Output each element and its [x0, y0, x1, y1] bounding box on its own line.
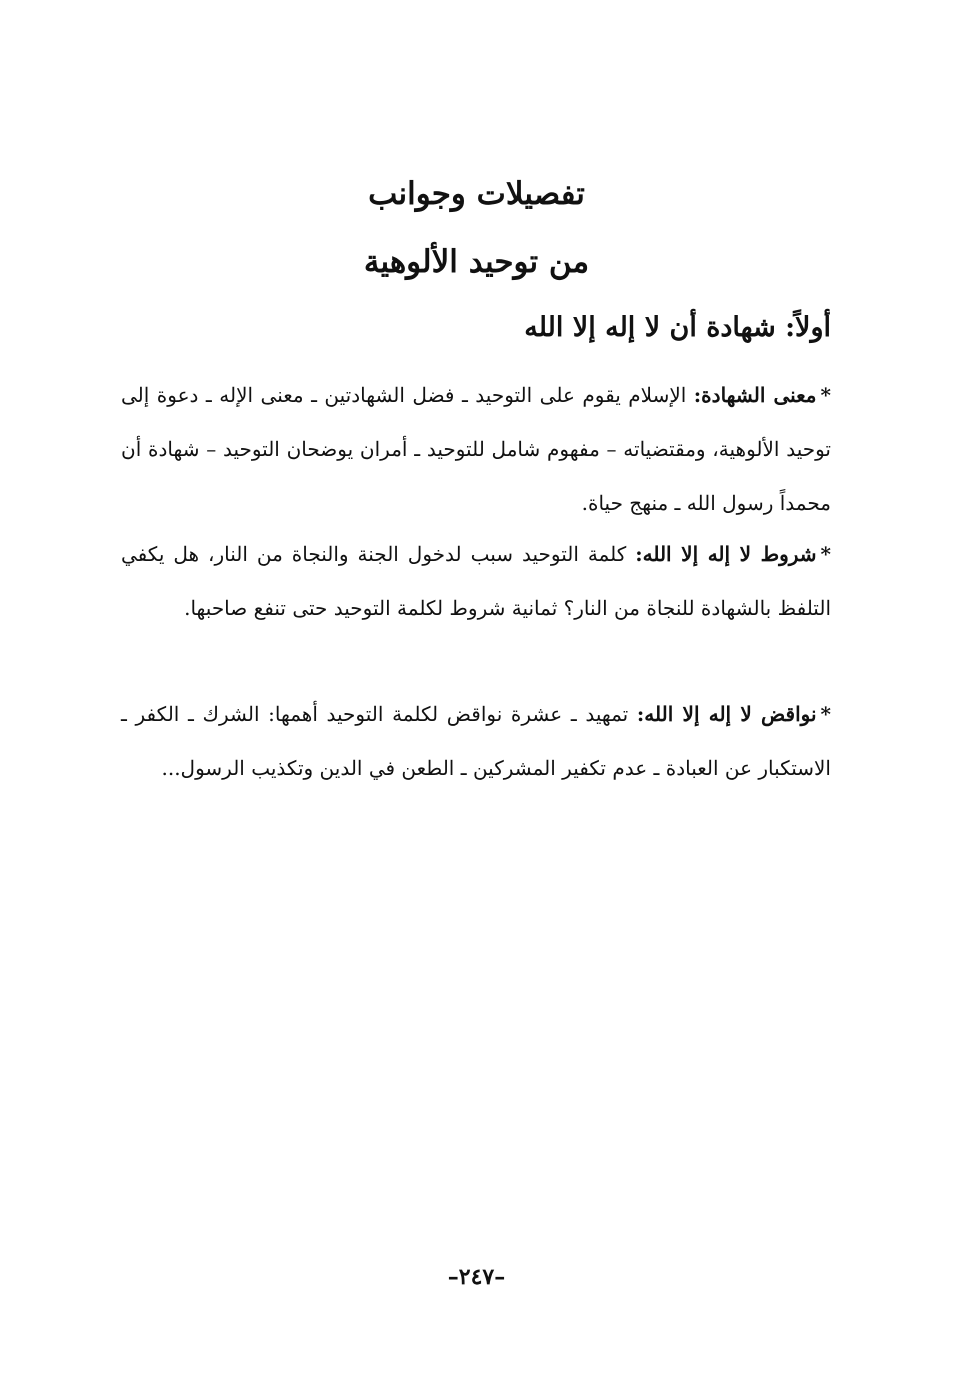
paragraph-body: الإسلام يقوم على التوحيد ـ فضل الشهادتين ـ معنى الإله ـ دعوة إلى توحيد الألوهية، ومقتضياته – مفهوم شامل للتوحيد ـ أمران يوضحان التوحيد – شهادة أن محمداً رسول الله ـ منهج حياة. [121, 383, 831, 515]
paragraph-meaning-of-shahada [121, 368, 831, 530]
page-number: –٢٤٧– [447, 1264, 506, 1290]
paragraph-lead: معنى الشهادة: [693, 383, 817, 407]
bullet-star: * [820, 383, 831, 407]
bullet-star: * [820, 702, 832, 726]
paragraph-body: تمهيد ـ عشرة نواقض لكلمة التوحيد أهمها: الشرك ـ الكفر ـ الاستكبار عن العبادة ـ عدم تكفير المشركين ـ الطعن في الدين وتكذيب الرسول... [121, 702, 831, 780]
page-title-line-2: من توحيد الألوهية [363, 244, 590, 280]
paragraph-conditions [121, 527, 831, 635]
bullet-star: * [820, 542, 832, 566]
paragraph-body: كلمة التوحيد سبب لدخول الجنة والنجاة من النار، هل يكفي التلفظ بالشهادة للنجاة من النار؟ ثمانية شروط لكلمة التوحيد حتى تنفع صاحبها. [121, 542, 831, 620]
page-title-line-1: تفصيلات وجوانب [368, 176, 585, 212]
paragraph-lead: شروط لا إله إلا الله: [635, 542, 817, 566]
paragraph-lead: نواقض لا إله إلا الله: [636, 702, 817, 726]
paragraph-nullifiers [121, 687, 831, 795]
section-heading: أولاً: شهادة أن لا إله إلا الله [524, 312, 831, 343]
